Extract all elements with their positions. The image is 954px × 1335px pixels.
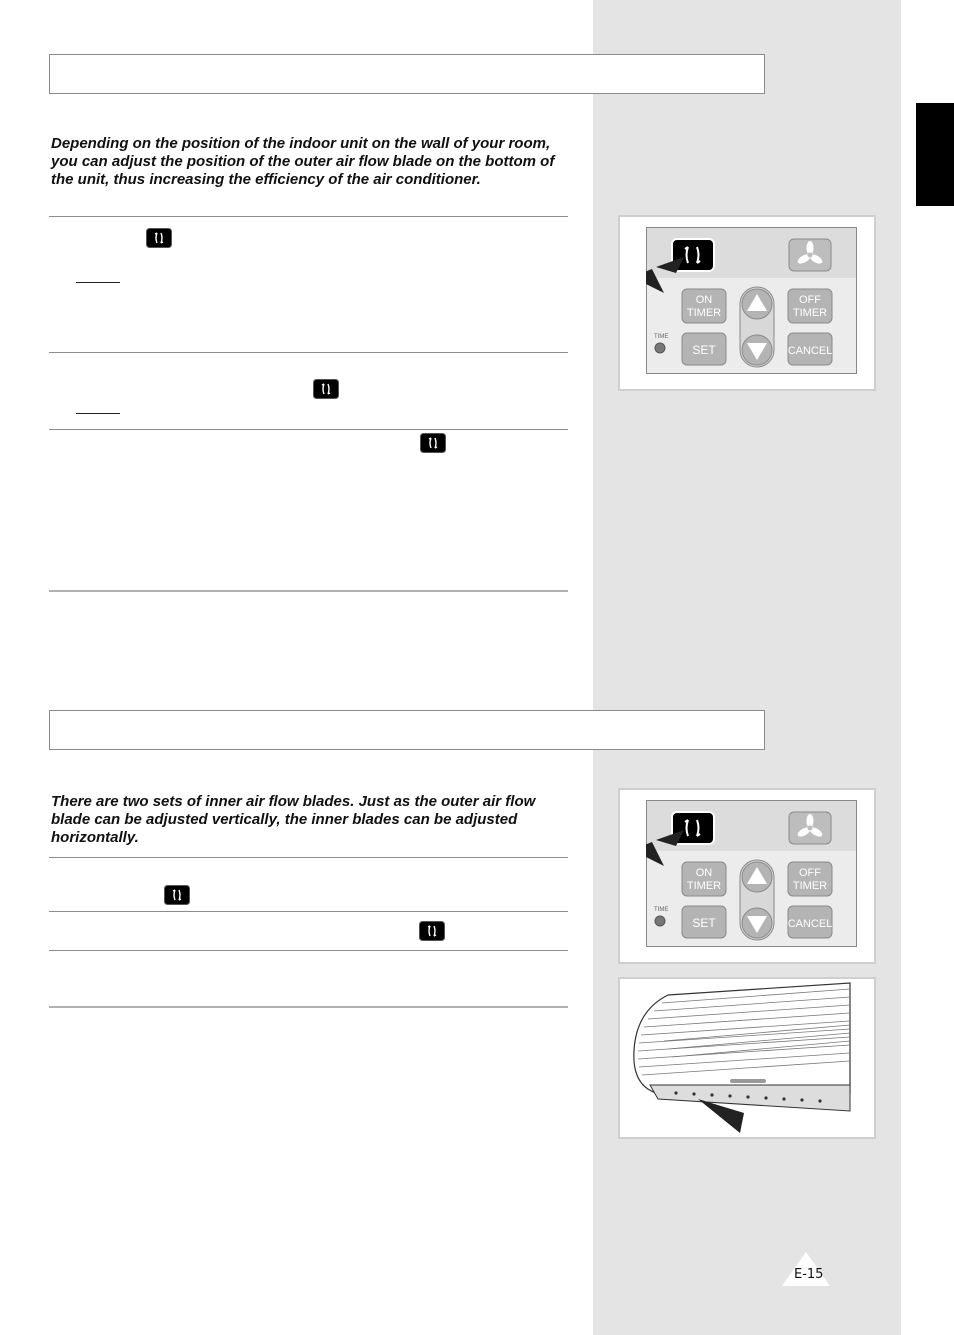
divider [49, 429, 568, 430]
section-title-box-outer-blade [49, 54, 765, 94]
air-swing-button-icon [164, 885, 190, 905]
cancel-label: CANCEL [787, 918, 833, 930]
section-title-box-inner-blade [49, 710, 765, 750]
cancel-label: CANCEL [787, 345, 833, 357]
page-number: E-15 [794, 1267, 824, 1282]
divider [49, 857, 568, 858]
air-swing-button-icon [419, 921, 445, 941]
off-timer-label-2: TIMER [792, 880, 828, 892]
off-timer-label: OFF [799, 867, 821, 879]
remote-control-illustration [618, 215, 876, 391]
on-timer-label: ON [695, 867, 713, 879]
language-tab-marker [916, 103, 954, 206]
off-timer-label: OFF [799, 294, 821, 306]
note-underline [76, 282, 120, 283]
air-swing-button-icon [420, 433, 446, 453]
section-end-divider [49, 590, 568, 592]
off-timer-label-2: TIMER [792, 307, 828, 319]
on-timer-label-2: TIMER [686, 880, 722, 892]
note-underline [76, 413, 120, 414]
section-end-divider [49, 1006, 568, 1008]
inner-blade-intro: There are two sets of inner air flow blades. Just as the outer air flow blade can be adjusted vertically, the inner blades can be adjusted horizontally. [51, 793, 536, 846]
air-swing-button-icon [313, 379, 339, 399]
air-swing-button-icon [146, 228, 172, 248]
outer-blade-intro: Depending on the position of the indoor unit on the wall of your room, you can adjust the position of the outer air flow blade on the bottom of the unit, thus increasing the efficiency of the air conditioner. [51, 135, 555, 188]
divider [49, 911, 568, 912]
set-label: SET [692, 343, 716, 357]
divider [49, 216, 568, 217]
indoor-unit-illustration [618, 977, 876, 1139]
air-conditioner-drawing [628, 981, 852, 1135]
divider [49, 352, 568, 353]
on-timer-label: ON [695, 294, 713, 306]
time-label: TIME [654, 334, 669, 340]
remote-buttons-drawing [646, 227, 858, 375]
set-label: SET [692, 916, 716, 930]
remote-buttons-drawing [646, 800, 858, 948]
divider [49, 950, 568, 951]
on-timer-label-2: TIMER [686, 307, 722, 319]
remote-control-illustration [618, 788, 876, 964]
time-label: TIME [654, 907, 669, 913]
